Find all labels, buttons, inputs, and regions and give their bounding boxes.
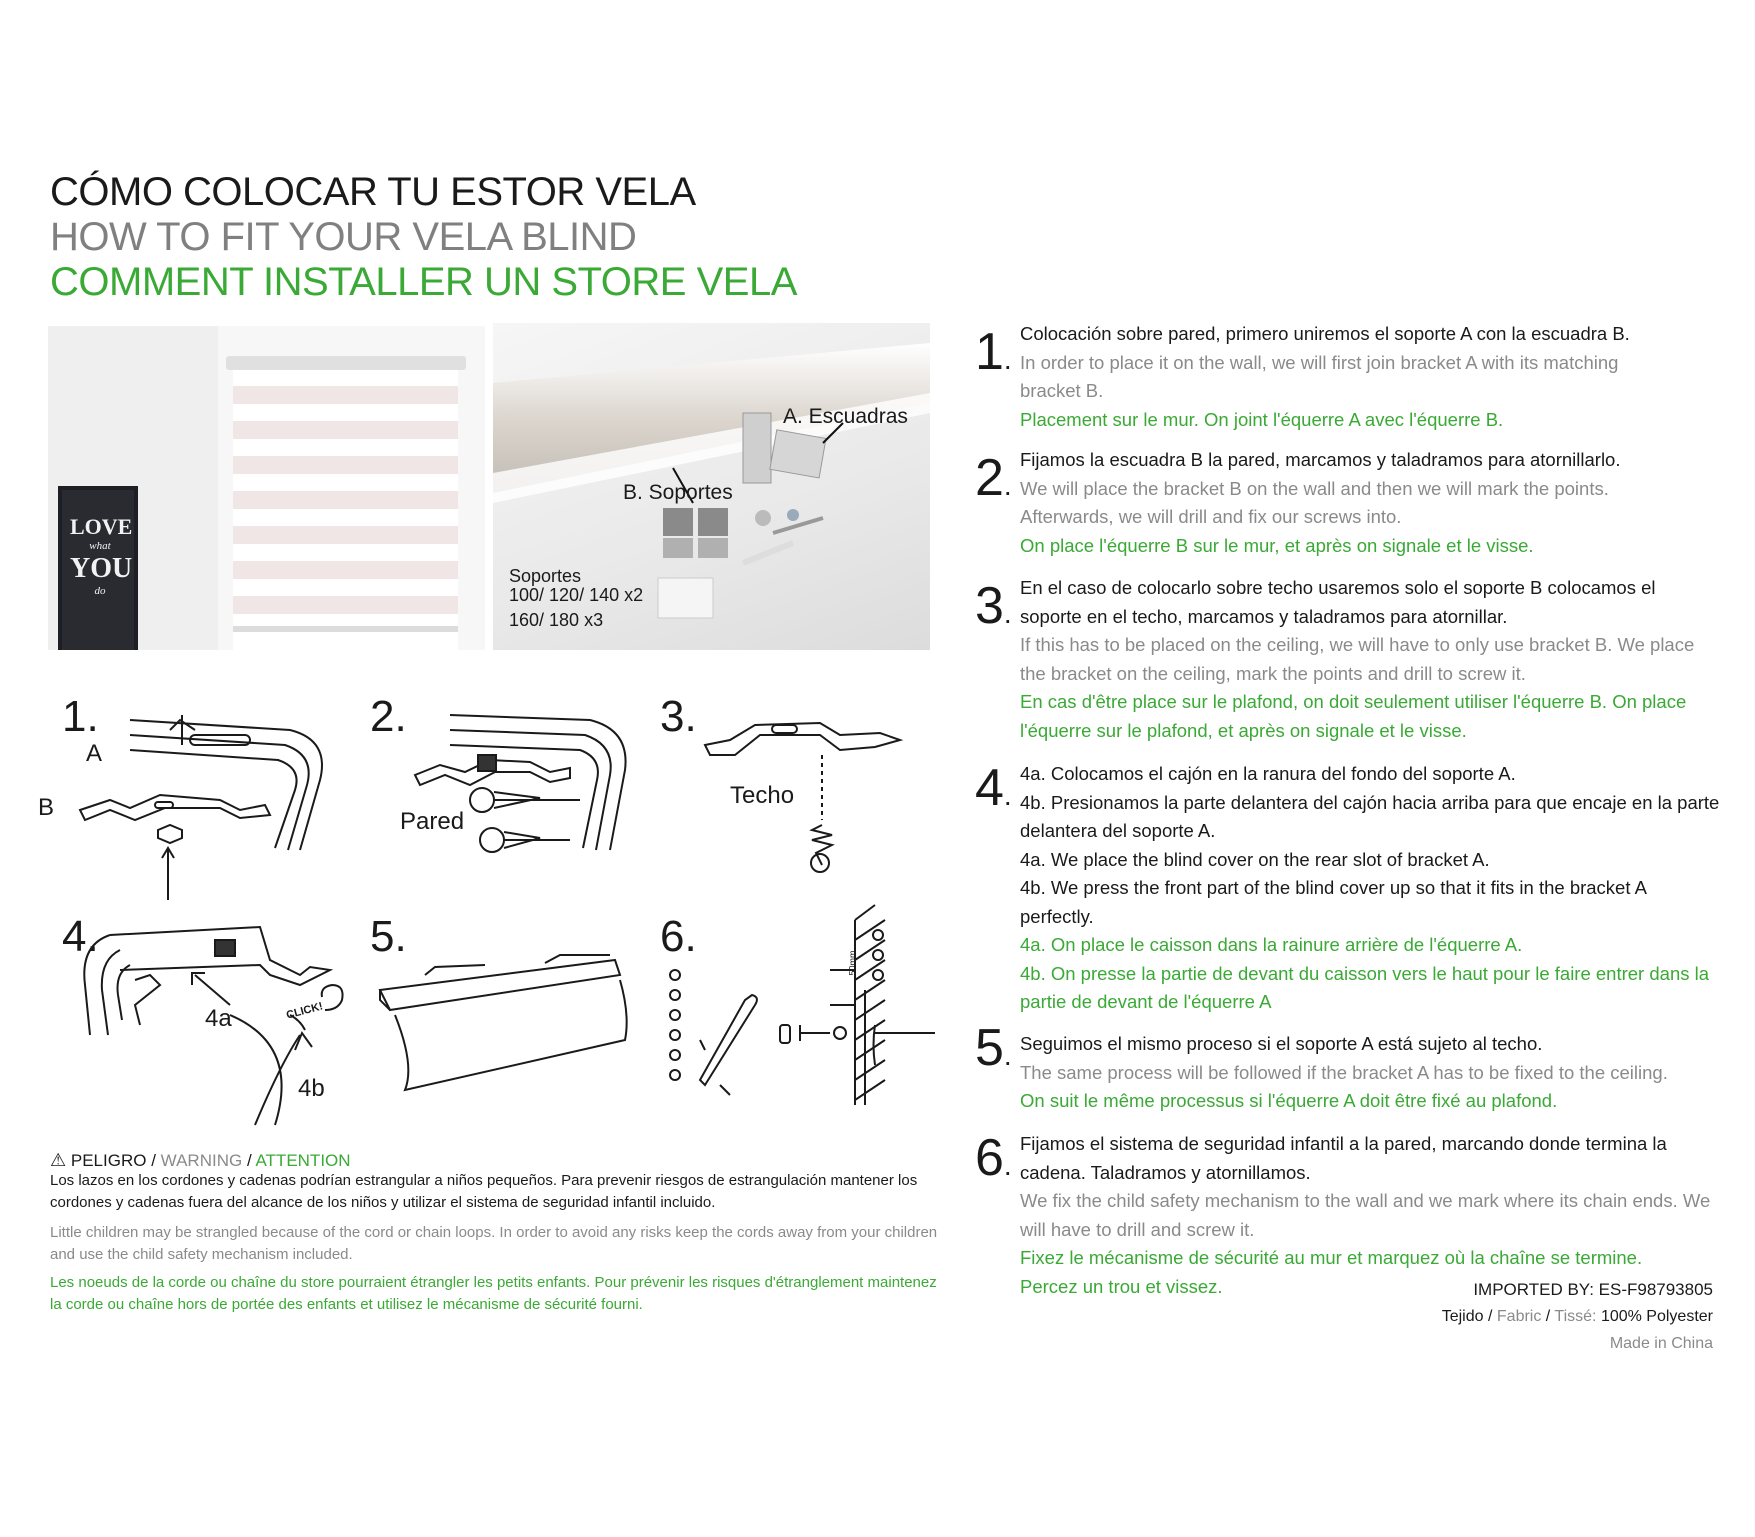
title-es: CÓMO COLOCAR TU ESTOR VELA: [50, 170, 696, 214]
made-in: Made in China: [1609, 1335, 1713, 1352]
title-en: HOW TO FIT YOUR VELA BLIND: [50, 215, 637, 259]
poster-line-2: what: [89, 540, 111, 552]
warning-fr: Les noeuds de la corde ou chaîne du store pourraient étrangler les petits enfants. Pour prévenir les risques d'étranglement maintenez la corde ou chaîne hors de portée des enfants et utilisez le mécanisme de sécurité fourni.: [50, 1274, 937, 1313]
step-6-number: 6 .: [975, 1132, 1012, 1184]
imported-by: IMPORTED BY: ES-F98793805: [1473, 1280, 1713, 1299]
step-5-number: 5 .: [975, 1022, 1012, 1074]
step-3: [1020, 574, 1720, 745]
step-5-fr: On suit le même processus si l'équerre A doit être fixé au plafond.: [1020, 1090, 1558, 1111]
step-4-es-b: 4b. Presionamos la parte delantera del cajón hacia arriba para que encaje en la parte delantera del soporte A.: [1020, 791, 1720, 841]
diagram-1-number: 1.: [62, 692, 99, 741]
step-3-number: 3 .: [975, 580, 1012, 632]
soportes-title: Soportes: [509, 566, 582, 586]
blind-photo-illustration: [48, 326, 485, 650]
poster-line-3: YOU: [70, 553, 133, 584]
diagram-1-label-b: B: [38, 794, 55, 821]
diagram-1-drawing: [70, 700, 340, 910]
diagram-5-drawing: [375, 955, 635, 1095]
step-6: [1020, 1130, 1720, 1301]
step-6-es: Fijamos el sistema de seguridad infantil a la pared, marcando donde termina la cadena. Taladramos y atornillamos.: [1020, 1133, 1667, 1183]
diagram-4-number: 4.: [62, 912, 99, 961]
warning-text-es: [50, 1170, 950, 1214]
warning-text-en: [50, 1222, 950, 1266]
soportes-line-2: 160/ 180 x3: [509, 610, 604, 630]
warning-head-es: PELIGRO: [70, 1151, 147, 1170]
diagram-5-number: 5.: [370, 912, 407, 961]
diagram-2-label-pared: Pared: [400, 808, 465, 835]
step-4-en-a: 4a. We place the blind cover on the rear slot of bracket A.: [1020, 848, 1490, 870]
step-5-en: The same process will be followed if the bracket A has to be fixed to the ceiling.: [1020, 1061, 1668, 1083]
poster-line-1: LOVE: [70, 514, 133, 539]
diagram-2-number: 2.: [370, 692, 407, 741]
fabric-sep-1: /: [1487, 1308, 1493, 1325]
step-5: [1020, 1030, 1720, 1116]
soportes-line-1: 100/ 120/ 140 x2: [509, 585, 644, 605]
fabric-sep-2: /: [1545, 1308, 1551, 1325]
diagram-3-number: 3.: [660, 692, 697, 741]
step-4-es-a: 4a. Colocamos el cajón en la ranura del fondo del soporte A.: [1020, 763, 1516, 784]
fabric-value: 100% Polyester: [1600, 1308, 1713, 1325]
diagram-4-click-label: CLICK!: [285, 1000, 325, 1022]
warning-sep-2: /: [246, 1151, 252, 1170]
fabric-line: [1442, 1308, 1713, 1326]
step-2-en: We will place the bracket B on the wall and then we will mark the points. Afterwards, we will drill and fix our screws into.: [1020, 477, 1609, 527]
fabric-fr: Tissé:: [1554, 1308, 1597, 1325]
diagram-6-measure: 50mm: [847, 950, 858, 976]
label-soportes: B. Soportes: [623, 481, 733, 504]
warning-sep-1: /: [151, 1151, 156, 1170]
fabric-en: Fabric: [1496, 1308, 1542, 1325]
step-3-en: If this has to be placed on the ceiling, we will have to only use bracket B. We place the bracket on the ceiling, mark the points and drill to screw it.: [1020, 634, 1695, 684]
step-4: [1020, 760, 1720, 1017]
step-4-fr-a: 4a. On place le caisson dans la rainure arrière de l'équerre A.: [1020, 934, 1523, 955]
step-1: [1020, 320, 1720, 434]
diagram-6-drawing: [660, 912, 960, 1115]
step-5-es: Seguimos el mismo proceso si el soporte A está sujeto al techo.: [1020, 1033, 1543, 1054]
step-3-fr: En cas d'être place sur le plafond, on doit seulement utiliser l'équerre B. On place l'équerre sur le plafond, et après on signale et le visse.: [1020, 691, 1687, 741]
title-fr: COMMENT INSTALLER UN STORE VELA: [50, 260, 797, 304]
diagram-1-label-a: A: [86, 740, 103, 767]
step-2: [1020, 446, 1720, 560]
diagram-4-label-4b: 4b: [298, 1075, 325, 1102]
warning-en: Little children may be strangled because of the cord or chain loops. In order to avoid any risks keep the cords away from your children and use the child safety mechanism included.: [50, 1224, 938, 1263]
step-4-en-b: 4b. We press the front part of the blind cover up so that it fits in the bracket A perfectly.: [1020, 877, 1646, 927]
fabric-es: Tejido: [1441, 1308, 1484, 1325]
warning-heading: [50, 1150, 351, 1171]
diagram-4-label-4a: 4a: [205, 1005, 232, 1032]
diagram-2-drawing: [410, 700, 650, 880]
step-2-number: 2 .: [975, 452, 1012, 504]
step-4-number: 4 .: [975, 762, 1012, 814]
warning-icon: ⚠: [50, 1150, 67, 1170]
step-6-en: We fix the child safety mechanism to the wall and we mark where its chain ends. We will have to drill and screw it.: [1020, 1190, 1711, 1240]
step-1-fr: Placement sur le mur. On joint l'équerre A avec l'équerre B.: [1020, 408, 1504, 430]
warning-text-fr: [50, 1272, 950, 1316]
photo-parts: [493, 323, 930, 650]
poster-line-4: do: [94, 585, 106, 597]
step-1-en: In order to place it on the wall, we will first join bracket A with its matching bracket B.: [1020, 351, 1619, 401]
step-2-es: Fijamos la escuadra B la pared, marcamos y taladramos para atornillarlo.: [1020, 449, 1621, 470]
warning-head-en: WARNING: [160, 1151, 243, 1170]
diagram-4-drawing: [80, 915, 360, 1125]
diagram-3-drawing: [700, 705, 910, 885]
step-4-fr-b: 4b. On presse la partie de devant du caisson vers le haut pour le faire entrer dans la partie de devant de l'équerre A: [1020, 962, 1710, 1012]
step-2-fr: On place l'équerre B sur le mur, et après on signale et le visse.: [1020, 534, 1534, 556]
warning-es: Los lazos en los cordones y cadenas podrían estrangular a niños pequeños. Para prevenir riesgos de estrangulación mantener los cordones y cadenas fuera del alcance de los niños y utilizar el sistema de seguridad infantil incluido.: [50, 1172, 918, 1211]
diagram-6-number: 6.: [660, 912, 697, 961]
step-1-number: 1 .: [975, 326, 1012, 378]
photo-blind-installed: [48, 326, 485, 650]
step-6-fr: Fixez le mécanisme de sécurité au mur et marquez où la chaîne se termine. Percez un trou et vissez.: [1020, 1247, 1643, 1297]
step-1-es: Colocación sobre pared, primero uniremos el soporte A con la escuadra B.: [1020, 323, 1630, 344]
step-3-es: En el caso de colocarlo sobre techo usaremos solo el soporte B colocamos el soporte en el techo, marcamos y taladramos para atornillar.: [1020, 577, 1656, 627]
warning-head-fr: ATTENTION: [255, 1151, 351, 1170]
diagram-3-label-techo: Techo: [730, 782, 795, 809]
label-escuadras: A. Escuadras: [783, 405, 908, 428]
